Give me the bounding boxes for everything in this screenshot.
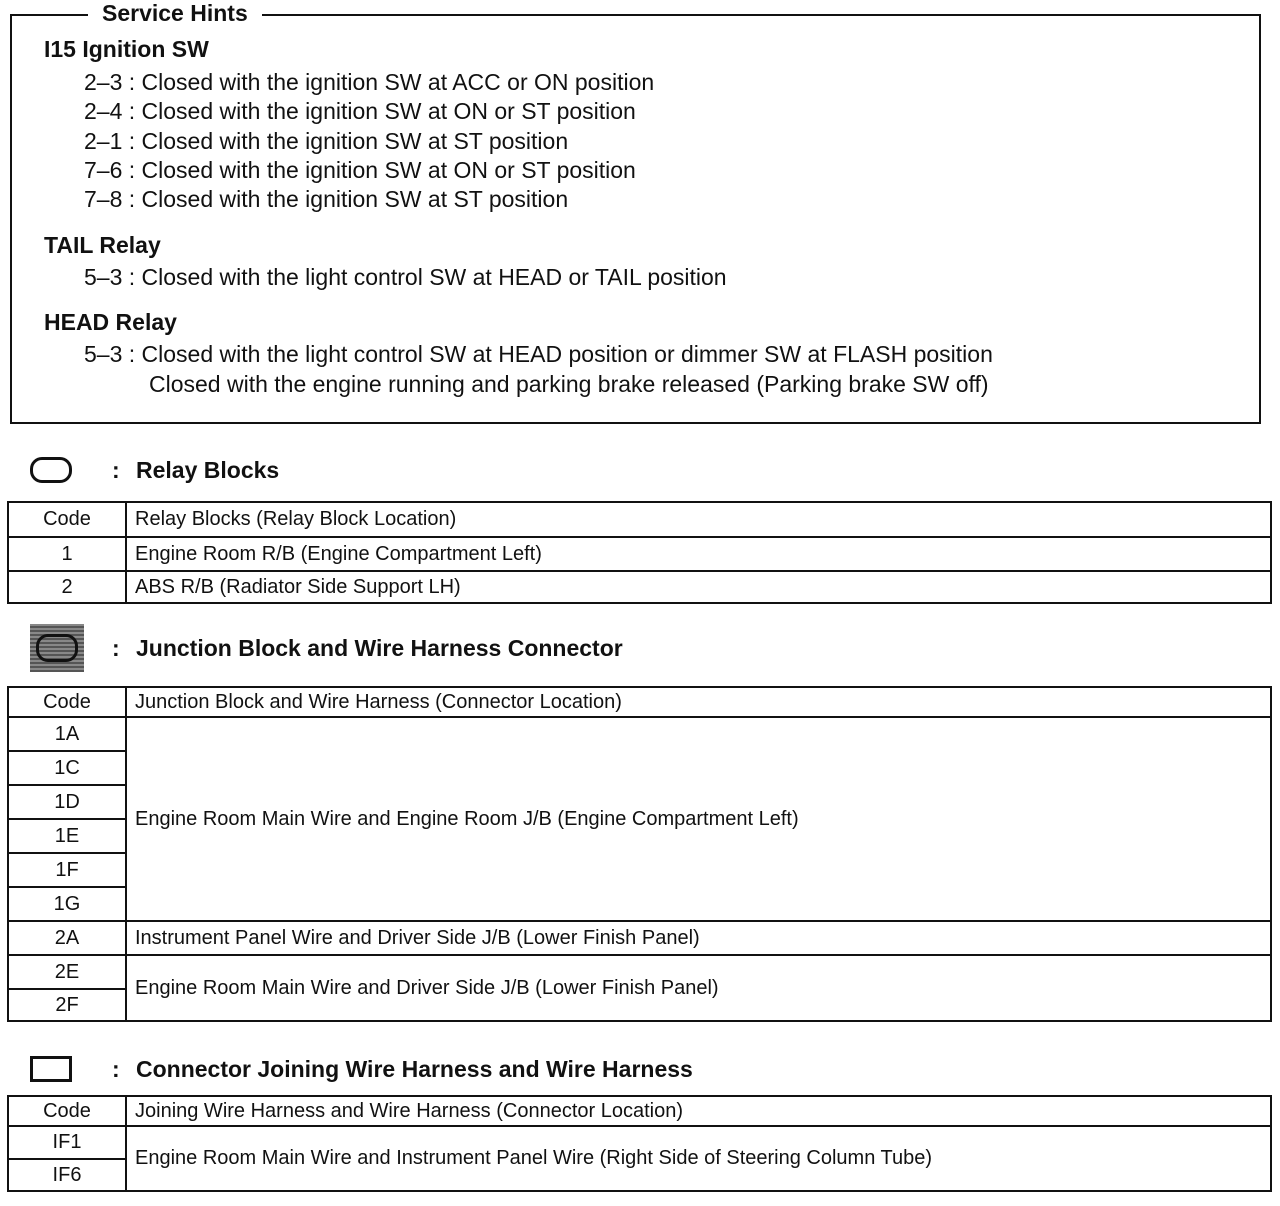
code-cell: 1F (8, 853, 126, 887)
tail-relay-title: TAIL Relay (44, 232, 161, 258)
desc-cell: Engine Room Main Wire and Driver Side J/B (Lower Finish Panel) (126, 955, 1271, 1021)
legend-colon: : (112, 456, 120, 483)
table-header-row (8, 687, 1271, 717)
desc-cell: Engine Room R/B (Engine Compartment Left) (126, 537, 1271, 571)
table-row (8, 921, 1271, 955)
head-relay-title: HEAD Relay (44, 309, 177, 335)
code-header: Code (8, 1096, 126, 1126)
connectors-table (7, 1095, 1272, 1192)
code-cell: 1D (8, 785, 126, 819)
ignition-hint-line: 7–6 : Closed with the ignition SW at ON or ST position (84, 157, 636, 183)
code-cell: IF1 (8, 1126, 126, 1159)
ignition-hint-line: 2–1 : Closed with the ignition SW at ST position (84, 128, 569, 154)
relay-blocks-legend (30, 450, 280, 490)
relay-block-icon (30, 457, 72, 483)
table-row (8, 571, 1271, 603)
head-relay-hint-continuation: Closed with the engine running and parking brake released (Parking brake SW off) (149, 371, 989, 397)
ignition-hint-line: 2–3 : Closed with the ignition SW at ACC or ON position (84, 69, 655, 95)
table-row (8, 537, 1271, 571)
junction-blocks-legend (30, 628, 623, 668)
desc-header: Joining Wire Harness and Wire Harness (Connector Location) (126, 1096, 1271, 1126)
code-cell: 1E (8, 819, 126, 853)
connector-icon (30, 1056, 72, 1082)
service-hints-title: Service Hints (88, 0, 262, 26)
desc-cell: Engine Room Main Wire and Engine Room J/B (Engine Compartment Left) (126, 717, 1271, 921)
desc-cell: Engine Room Main Wire and Instrument Panel Wire (Right Side of Steering Column Tube) (126, 1126, 1271, 1191)
relay-blocks-table (7, 501, 1272, 604)
code-cell: 2A (8, 921, 126, 955)
junction-blocks-table (7, 686, 1272, 1022)
legend-colon: : (112, 1055, 120, 1082)
table-row (8, 717, 1271, 751)
legend-colon: : (112, 634, 120, 661)
code-cell: 2F (8, 989, 126, 1021)
ignition-hint-line: 2–4 : Closed with the ignition SW at ON or ST position (84, 98, 636, 124)
junction-blocks-title: Junction Block and Wire Harness Connector (136, 634, 623, 661)
head-relay-hint-line: 5–3 : Closed with the light control SW at HEAD position or dimmer SW at FLASH position (84, 341, 993, 367)
connectors-legend (30, 1049, 693, 1089)
code-header: Code (8, 687, 126, 717)
ignition-hint-line: 7–8 : Closed with the ignition SW at ST position (84, 186, 569, 212)
tail-relay-hint-line: 5–3 : Closed with the light control SW at HEAD or TAIL position (84, 264, 727, 290)
desc-header: Junction Block and Wire Harness (Connector Location) (126, 687, 1271, 717)
code-header: Code (8, 502, 126, 537)
table-row (8, 1126, 1271, 1159)
desc-cell: ABS R/B (Radiator Side Support LH) (126, 571, 1271, 603)
code-cell: 1A (8, 717, 126, 751)
code-cell: IF6 (8, 1159, 126, 1191)
code-cell: 1 (8, 537, 126, 571)
table-header-row (8, 502, 1271, 537)
relay-blocks-title: Relay Blocks (136, 456, 280, 483)
code-cell: 2E (8, 955, 126, 989)
desc-cell: Instrument Panel Wire and Driver Side J/B (Lower Finish Panel) (126, 921, 1271, 955)
table-row (8, 955, 1271, 989)
ignition-sw-title: I15 Ignition SW (44, 36, 209, 62)
junction-block-icon (30, 624, 84, 672)
code-cell: 1C (8, 751, 126, 785)
connectors-title: Connector Joining Wire Harness and Wire Harness (136, 1055, 693, 1082)
desc-header: Relay Blocks (Relay Block Location) (126, 502, 1271, 537)
table-header-row (8, 1096, 1271, 1126)
code-cell: 1G (8, 887, 126, 921)
code-cell: 2 (8, 571, 126, 603)
